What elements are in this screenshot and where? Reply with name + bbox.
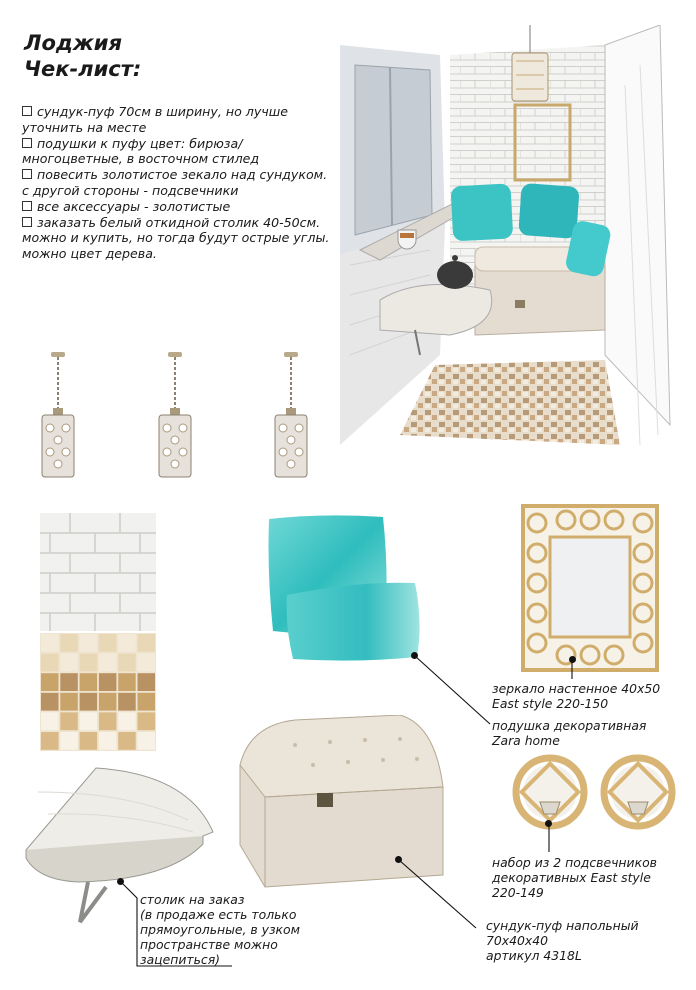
mosaic-tile	[41, 673, 59, 691]
checklist	[22, 104, 332, 262]
mosaic-tile	[99, 732, 117, 750]
mosaic-tile	[99, 634, 117, 652]
mosaic-tile	[99, 673, 117, 691]
brick-swatch	[40, 513, 156, 631]
caption-line: декоративных East style	[492, 870, 651, 885]
mosaic-tile	[138, 693, 156, 711]
mosaic-tile	[41, 712, 59, 730]
mosaic-tile	[118, 732, 136, 750]
square-checkbox-icon	[22, 201, 32, 211]
caption-line: столик на заказ	[140, 892, 245, 907]
caption-line: пространстве можно	[140, 937, 278, 952]
pillow-caption	[492, 718, 646, 748]
mosaic-tile	[99, 712, 117, 730]
loggia-sketch	[340, 25, 680, 455]
square-checkbox-icon	[22, 169, 32, 179]
chest-ottoman	[235, 715, 450, 890]
caption-line: подушка декоративная	[492, 718, 647, 733]
checklist-item	[22, 136, 332, 168]
mosaic-tile	[99, 693, 117, 711]
wall-mirror	[520, 503, 660, 673]
checklist-item-text: сундук-пуф 70см в ширину, но лучше уточнить на месте	[22, 104, 288, 135]
caption-line: артикул 4318L	[486, 948, 582, 963]
square-checkbox-icon	[22, 138, 32, 148]
mosaic-tile	[60, 654, 78, 672]
mosaic-tile	[60, 693, 78, 711]
page-title	[24, 30, 141, 82]
checklist-item	[22, 167, 332, 199]
mosaic-tile	[60, 732, 78, 750]
title-line-1: Лоджия	[24, 31, 122, 55]
pendant-lamp-icon	[38, 352, 78, 484]
pendant-lamp-icon	[271, 352, 311, 484]
caption-line: 220-149	[492, 885, 544, 900]
mosaic-tile	[118, 634, 136, 652]
mosaic-tile	[60, 673, 78, 691]
mosaic-tile	[80, 732, 98, 750]
title-line-2: Чек-лист:	[24, 57, 142, 81]
candles-pointer-dot	[545, 820, 552, 827]
caption-line: прямоугольные, в узком	[140, 922, 300, 937]
caption-line: East style 220-150	[492, 696, 609, 711]
caption-line: Zara home	[492, 733, 560, 748]
caption-line: (в продаже есть только	[140, 907, 297, 922]
checklist-item	[22, 104, 332, 136]
candle-holders	[510, 752, 680, 832]
caption-line: зеркало настенное 40х50	[492, 681, 661, 696]
caption-line: набор из 2 подсвечников	[492, 855, 657, 870]
mosaic-tile	[118, 712, 136, 730]
pendant-lamp-icon	[155, 352, 195, 484]
mosaic-tile	[138, 654, 156, 672]
mosaic-tile	[80, 712, 98, 730]
caption-line: 70х40х40	[486, 933, 548, 948]
table-caption	[140, 892, 300, 967]
caption-line: зацепиться)	[140, 952, 221, 967]
mosaic-tile	[80, 634, 98, 652]
square-checkbox-icon	[22, 106, 32, 116]
chest-caption	[486, 918, 639, 963]
mosaic-tile	[99, 654, 117, 672]
mirror-pointer-dot	[569, 656, 576, 663]
mosaic-tile	[138, 712, 156, 730]
checklist-item-text: повесить золотистое зекало над сундуком. с другой стороны - подсвечники	[22, 167, 328, 198]
square-checkbox-icon	[22, 217, 32, 227]
mosaic-tile	[41, 634, 59, 652]
mosaic-tile	[41, 654, 59, 672]
checklist-item-text: все аксессуары - золотистые	[37, 198, 231, 214]
mosaic-tile	[138, 634, 156, 652]
candles-caption	[492, 855, 657, 900]
checklist-item-text: подушки к пуфу цвет: бирюза/многоцветные, в восточном стилед	[22, 135, 260, 167]
mosaic-tile	[80, 673, 98, 691]
chest-pointer-dot	[395, 856, 402, 863]
checklist-item	[22, 215, 332, 262]
mirror-caption	[492, 681, 660, 711]
mosaic-tile	[118, 693, 136, 711]
mosaic-tile	[41, 732, 59, 750]
pillow-pointer-dot	[411, 652, 418, 659]
checklist-item-text: заказать белый откидной столик 40-50см. можно и купить, но тогда будут острые углы. можно цвет дерева.	[22, 214, 330, 262]
mosaic-tile	[138, 673, 156, 691]
mosaic-tile	[80, 693, 98, 711]
table-pointer-dot	[117, 878, 124, 885]
mosaic-tile-swatch	[40, 633, 156, 751]
mosaic-tile	[138, 732, 156, 750]
decorative-pillows	[265, 513, 425, 663]
mosaic-tile	[60, 634, 78, 652]
mosaic-tile	[41, 693, 59, 711]
mosaic-tile	[118, 654, 136, 672]
checklist-item	[22, 199, 332, 215]
caption-line: сундук-пуф напольный	[486, 918, 639, 933]
mosaic-tile	[118, 673, 136, 691]
mosaic-tile	[60, 712, 78, 730]
mosaic-tile	[80, 654, 98, 672]
